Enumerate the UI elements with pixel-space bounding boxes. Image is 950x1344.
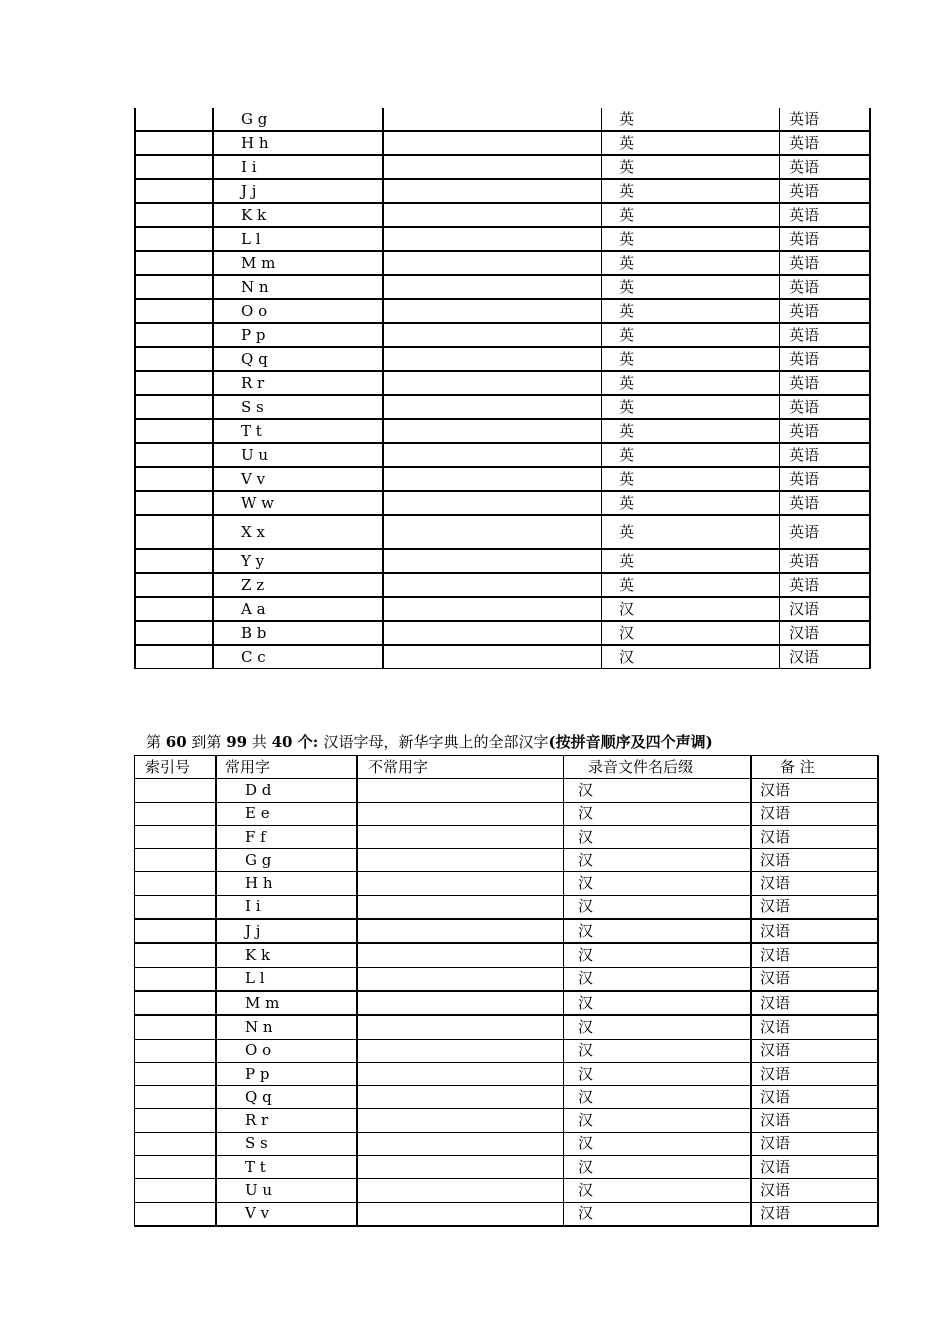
- suffix-cell: 汉: [564, 802, 752, 825]
- suffix-cell: 英: [602, 251, 780, 275]
- index-cell: [135, 443, 213, 467]
- table-row: [135, 203, 870, 227]
- index-cell: [135, 371, 213, 395]
- uncommon-cell: [357, 967, 564, 991]
- uncommon-cell: [357, 1086, 564, 1109]
- index-cell: [135, 1039, 217, 1062]
- table-row: [135, 1156, 879, 1179]
- note-cell: 汉语: [751, 919, 878, 943]
- common-letters-cell: A a: [213, 597, 383, 621]
- suffix-cell: 英: [602, 131, 780, 155]
- table-row: [135, 467, 870, 491]
- common-letters-cell: R r: [216, 1109, 357, 1132]
- index-cell: [135, 179, 213, 203]
- note-cell: 汉语: [780, 597, 871, 621]
- note-cell: 汉语: [780, 621, 871, 645]
- suffix-cell: 英: [602, 371, 780, 395]
- common-letters-cell: O o: [213, 299, 383, 323]
- index-cell: [135, 323, 213, 347]
- index-cell: [135, 131, 213, 155]
- common-letters-cell: H h: [213, 131, 383, 155]
- note-cell: 汉语: [751, 872, 878, 895]
- common-letters-cell: E e: [216, 802, 357, 825]
- note-cell: 汉语: [751, 895, 878, 919]
- suffix-cell: 汉: [564, 943, 752, 967]
- uncommon-cell: [383, 515, 602, 549]
- caption-text-4: 个:: [292, 733, 324, 751]
- common-letters-cell: K k: [213, 203, 383, 227]
- common-letters-cell: G g: [213, 108, 383, 131]
- note-cell: 英语: [780, 227, 871, 251]
- table-row: [135, 895, 879, 919]
- index-cell: [135, 1202, 217, 1226]
- common-letters-cell: P p: [216, 1062, 357, 1085]
- suffix-cell: 汉: [564, 1062, 752, 1085]
- index-cell: [135, 467, 213, 491]
- table-row: [135, 1062, 879, 1085]
- uncommon-cell: [383, 275, 602, 299]
- uncommon-cell: [357, 1202, 564, 1226]
- uncommon-cell: [383, 549, 602, 573]
- note-cell: 汉语: [751, 1062, 878, 1085]
- uncommon-cell: [383, 108, 602, 131]
- table-row: [135, 443, 870, 467]
- index-cell: [135, 227, 213, 251]
- table-row: [135, 491, 870, 515]
- common-letters-cell: F f: [216, 825, 357, 848]
- common-letters-cell: Y y: [213, 549, 383, 573]
- suffix-cell: 汉: [564, 991, 752, 1015]
- uncommon-cell: [357, 895, 564, 919]
- note-cell: 汉语: [751, 1179, 878, 1202]
- uncommon-cell: [383, 155, 602, 179]
- header-note: 备 注: [751, 756, 878, 779]
- common-letters-cell: H h: [216, 872, 357, 895]
- index-cell: [135, 825, 217, 848]
- note-cell: 英语: [780, 371, 871, 395]
- uncommon-cell: [383, 467, 602, 491]
- index-cell: [135, 1179, 217, 1202]
- common-letters-cell: J j: [216, 919, 357, 943]
- caption-order-note: (按拼音顺序及四个声调): [548, 733, 713, 751]
- index-cell: [135, 967, 217, 991]
- header-common: 常用字: [216, 756, 357, 779]
- suffix-cell: 汉: [564, 1039, 752, 1062]
- suffix-cell: 汉: [564, 919, 752, 943]
- index-cell: [135, 419, 213, 443]
- table-row: [135, 1086, 879, 1109]
- index-cell: [135, 1086, 217, 1109]
- index-cell: [135, 849, 217, 872]
- uncommon-cell: [357, 825, 564, 848]
- note-cell: 汉语: [751, 1156, 878, 1179]
- note-cell: 英语: [780, 573, 871, 597]
- index-cell: [135, 1015, 217, 1039]
- common-letters-cell: L l: [216, 967, 357, 991]
- note-cell: 英语: [780, 419, 871, 443]
- suffix-cell: 英: [602, 227, 780, 251]
- table-row: [135, 967, 879, 991]
- table-row: [135, 802, 879, 825]
- uncommon-cell: [383, 395, 602, 419]
- common-letters-cell: Q q: [213, 347, 383, 371]
- table-row: [135, 1109, 879, 1132]
- suffix-cell: 英: [602, 108, 780, 131]
- common-letters-cell: X x: [213, 515, 383, 549]
- caption-text-1: 第: [146, 733, 166, 751]
- note-cell: 汉语: [751, 943, 878, 967]
- index-cell: [135, 943, 217, 967]
- index-cell: [135, 515, 213, 549]
- suffix-cell: 汉: [564, 779, 752, 802]
- table-row: [135, 943, 879, 967]
- table-row: [135, 155, 870, 179]
- index-cell: [135, 991, 217, 1015]
- note-cell: 英语: [780, 251, 871, 275]
- caption-description: 汉语字母，新华字典上的全部汉字: [323, 733, 549, 751]
- common-letters-cell: D d: [216, 779, 357, 802]
- index-cell: [135, 108, 213, 131]
- note-cell: 汉语: [751, 1109, 878, 1132]
- common-letters-cell: M m: [216, 991, 357, 1015]
- uncommon-cell: [383, 573, 602, 597]
- index-cell: [135, 549, 213, 573]
- common-letters-cell: Z z: [213, 573, 383, 597]
- suffix-cell: 英: [602, 549, 780, 573]
- note-cell: 英语: [780, 131, 871, 155]
- suffix-cell: 汉: [564, 1179, 752, 1202]
- header-index: 索引号: [135, 756, 217, 779]
- note-cell: 汉语: [751, 1015, 878, 1039]
- table-row: [135, 1039, 879, 1062]
- uncommon-cell: [357, 1039, 564, 1062]
- index-cell: [135, 1109, 217, 1132]
- uncommon-cell: [357, 1015, 564, 1039]
- common-letters-cell: N n: [213, 275, 383, 299]
- index-cell: [135, 872, 217, 895]
- suffix-cell: 英: [602, 491, 780, 515]
- table-row: [135, 621, 870, 645]
- index-cell: [135, 203, 213, 227]
- index-cell: [135, 299, 213, 323]
- uncommon-cell: [357, 1179, 564, 1202]
- note-cell: 英语: [780, 467, 871, 491]
- caption-end-index: 99: [226, 733, 248, 751]
- uncommon-cell: [357, 1062, 564, 1085]
- suffix-cell: 汉: [564, 849, 752, 872]
- suffix-cell: 英: [602, 179, 780, 203]
- common-letters-cell: I i: [213, 155, 383, 179]
- common-letters-cell: Q q: [216, 1086, 357, 1109]
- caption-text-3: 共: [247, 733, 272, 751]
- note-cell: 英语: [780, 299, 871, 323]
- table-row: [135, 779, 879, 802]
- uncommon-cell: [357, 1156, 564, 1179]
- index-cell: [135, 395, 213, 419]
- suffix-cell: 汉: [564, 967, 752, 991]
- suffix-cell: 汉: [602, 645, 780, 669]
- index-cell: [135, 919, 217, 943]
- common-letters-cell: B b: [213, 621, 383, 645]
- common-letters-cell: I i: [216, 895, 357, 919]
- suffix-cell: 英: [602, 155, 780, 179]
- table-row: [135, 419, 870, 443]
- suffix-cell: 汉: [564, 895, 752, 919]
- table-row: [135, 323, 870, 347]
- table-row: [135, 371, 870, 395]
- note-cell: 汉语: [780, 645, 871, 669]
- suffix-cell: 英: [602, 299, 780, 323]
- table-row: [135, 849, 879, 872]
- table-row: [135, 872, 879, 895]
- suffix-cell: 英: [602, 347, 780, 371]
- uncommon-cell: [357, 943, 564, 967]
- uncommon-cell: [383, 645, 602, 669]
- index-cell: [135, 347, 213, 371]
- suffix-cell: 英: [602, 275, 780, 299]
- note-cell: 英语: [780, 515, 871, 549]
- table-row: [135, 1202, 879, 1226]
- uncommon-cell: [357, 849, 564, 872]
- suffix-cell: 汉: [564, 1015, 752, 1039]
- uncommon-cell: [383, 179, 602, 203]
- index-cell: [135, 275, 213, 299]
- suffix-cell: 汉: [564, 872, 752, 895]
- index-cell: [135, 779, 217, 802]
- note-cell: 英语: [780, 395, 871, 419]
- table-row: [135, 227, 870, 251]
- table-row: [135, 347, 870, 371]
- uncommon-cell: [383, 323, 602, 347]
- note-cell: 英语: [780, 179, 871, 203]
- common-letters-cell: U u: [213, 443, 383, 467]
- note-cell: 英语: [780, 347, 871, 371]
- uncommon-cell: [357, 779, 564, 802]
- table-row: [135, 131, 870, 155]
- note-cell: 英语: [780, 549, 871, 573]
- suffix-cell: 英: [602, 467, 780, 491]
- table-row: [135, 645, 870, 669]
- common-letters-cell: O o: [216, 1039, 357, 1062]
- note-cell: 汉语: [751, 849, 878, 872]
- note-cell: 英语: [780, 155, 871, 179]
- uncommon-cell: [383, 299, 602, 323]
- table-row: [135, 549, 870, 573]
- uncommon-cell: [357, 919, 564, 943]
- table-row: [135, 573, 870, 597]
- suffix-cell: 汉: [564, 825, 752, 848]
- uncommon-cell: [383, 371, 602, 395]
- index-cell: [135, 621, 213, 645]
- uncommon-cell: [357, 872, 564, 895]
- uncommon-cell: [383, 597, 602, 621]
- note-cell: 英语: [780, 491, 871, 515]
- note-cell: 汉语: [751, 1086, 878, 1109]
- suffix-cell: 汉: [564, 1109, 752, 1132]
- suffix-cell: 英: [602, 573, 780, 597]
- uncommon-cell: [357, 991, 564, 1015]
- index-cell: [135, 155, 213, 179]
- suffix-cell: 英: [602, 419, 780, 443]
- suffix-cell: 英: [602, 395, 780, 419]
- note-cell: 汉语: [751, 825, 878, 848]
- uncommon-cell: [383, 621, 602, 645]
- common-letters-cell: L l: [213, 227, 383, 251]
- table-row: [135, 179, 870, 203]
- uncommon-cell: [383, 227, 602, 251]
- index-cell: [135, 491, 213, 515]
- uncommon-cell: [383, 203, 602, 227]
- common-letters-cell: J j: [213, 179, 383, 203]
- common-letters-cell: R r: [213, 371, 383, 395]
- index-cell: [135, 802, 217, 825]
- caption-text-2: 到第: [186, 733, 227, 751]
- suffix-cell: 英: [602, 323, 780, 347]
- uncommon-cell: [383, 347, 602, 371]
- table-row: [135, 1179, 879, 1202]
- uncommon-cell: [383, 443, 602, 467]
- common-letters-cell: N n: [216, 1015, 357, 1039]
- index-cell: [135, 1062, 217, 1085]
- common-letters-cell: T t: [216, 1156, 357, 1179]
- suffix-cell: 汉: [564, 1086, 752, 1109]
- table-row: [135, 395, 870, 419]
- letters-table-60-99: [134, 755, 879, 1227]
- header-suffix: 录音文件名后缀: [564, 756, 752, 779]
- note-cell: 汉语: [751, 802, 878, 825]
- index-cell: [135, 251, 213, 275]
- table-row: [135, 515, 870, 549]
- table-row: [135, 275, 870, 299]
- table-row: [135, 919, 879, 943]
- common-letters-cell: W w: [213, 491, 383, 515]
- uncommon-cell: [357, 802, 564, 825]
- suffix-cell: 英: [602, 515, 780, 549]
- table-row: [135, 825, 879, 848]
- note-cell: 英语: [780, 443, 871, 467]
- suffix-cell: 英: [602, 443, 780, 467]
- index-cell: [135, 895, 217, 919]
- uncommon-cell: [383, 251, 602, 275]
- uncommon-cell: [383, 131, 602, 155]
- common-letters-cell: P p: [213, 323, 383, 347]
- index-cell: [135, 645, 213, 669]
- table-row: [135, 108, 870, 131]
- index-cell: [135, 1156, 217, 1179]
- common-letters-cell: V v: [213, 467, 383, 491]
- note-cell: 英语: [780, 203, 871, 227]
- table-row: [135, 597, 870, 621]
- caption-count: 40: [271, 733, 293, 751]
- table-row: [135, 1015, 879, 1039]
- suffix-cell: 汉: [602, 621, 780, 645]
- common-letters-cell: U u: [216, 1179, 357, 1202]
- common-letters-cell: T t: [213, 419, 383, 443]
- suffix-cell: 汉: [602, 597, 780, 621]
- index-cell: [135, 1132, 217, 1155]
- note-cell: 汉语: [751, 1039, 878, 1062]
- table-header-row: [135, 756, 879, 779]
- table-row: [135, 1132, 879, 1155]
- suffix-cell: 英: [602, 203, 780, 227]
- caption-start-index: 60: [165, 733, 187, 751]
- common-letters-cell: S s: [216, 1132, 357, 1155]
- uncommon-cell: [383, 491, 602, 515]
- table-row: [135, 251, 870, 275]
- section-caption: [146, 733, 713, 751]
- letters-table-continued: [134, 108, 871, 669]
- suffix-cell: 汉: [564, 1202, 752, 1226]
- note-cell: 英语: [780, 275, 871, 299]
- common-letters-cell: S s: [213, 395, 383, 419]
- note-cell: 英语: [780, 323, 871, 347]
- common-letters-cell: K k: [216, 943, 357, 967]
- uncommon-cell: [357, 1109, 564, 1132]
- common-letters-cell: V v: [216, 1202, 357, 1226]
- index-cell: [135, 597, 213, 621]
- note-cell: 汉语: [751, 1132, 878, 1155]
- header-uncommon: 不常用字: [357, 756, 564, 779]
- common-letters-cell: M m: [213, 251, 383, 275]
- note-cell: 汉语: [751, 991, 878, 1015]
- suffix-cell: 汉: [564, 1156, 752, 1179]
- table-row: [135, 299, 870, 323]
- suffix-cell: 汉: [564, 1132, 752, 1155]
- note-cell: 汉语: [751, 967, 878, 991]
- uncommon-cell: [357, 1132, 564, 1155]
- note-cell: 汉语: [751, 1202, 878, 1226]
- table-row: [135, 991, 879, 1015]
- common-letters-cell: C c: [213, 645, 383, 669]
- uncommon-cell: [383, 419, 602, 443]
- note-cell: 英语: [780, 108, 871, 131]
- note-cell: 汉语: [751, 779, 878, 802]
- index-cell: [135, 573, 213, 597]
- common-letters-cell: G g: [216, 849, 357, 872]
